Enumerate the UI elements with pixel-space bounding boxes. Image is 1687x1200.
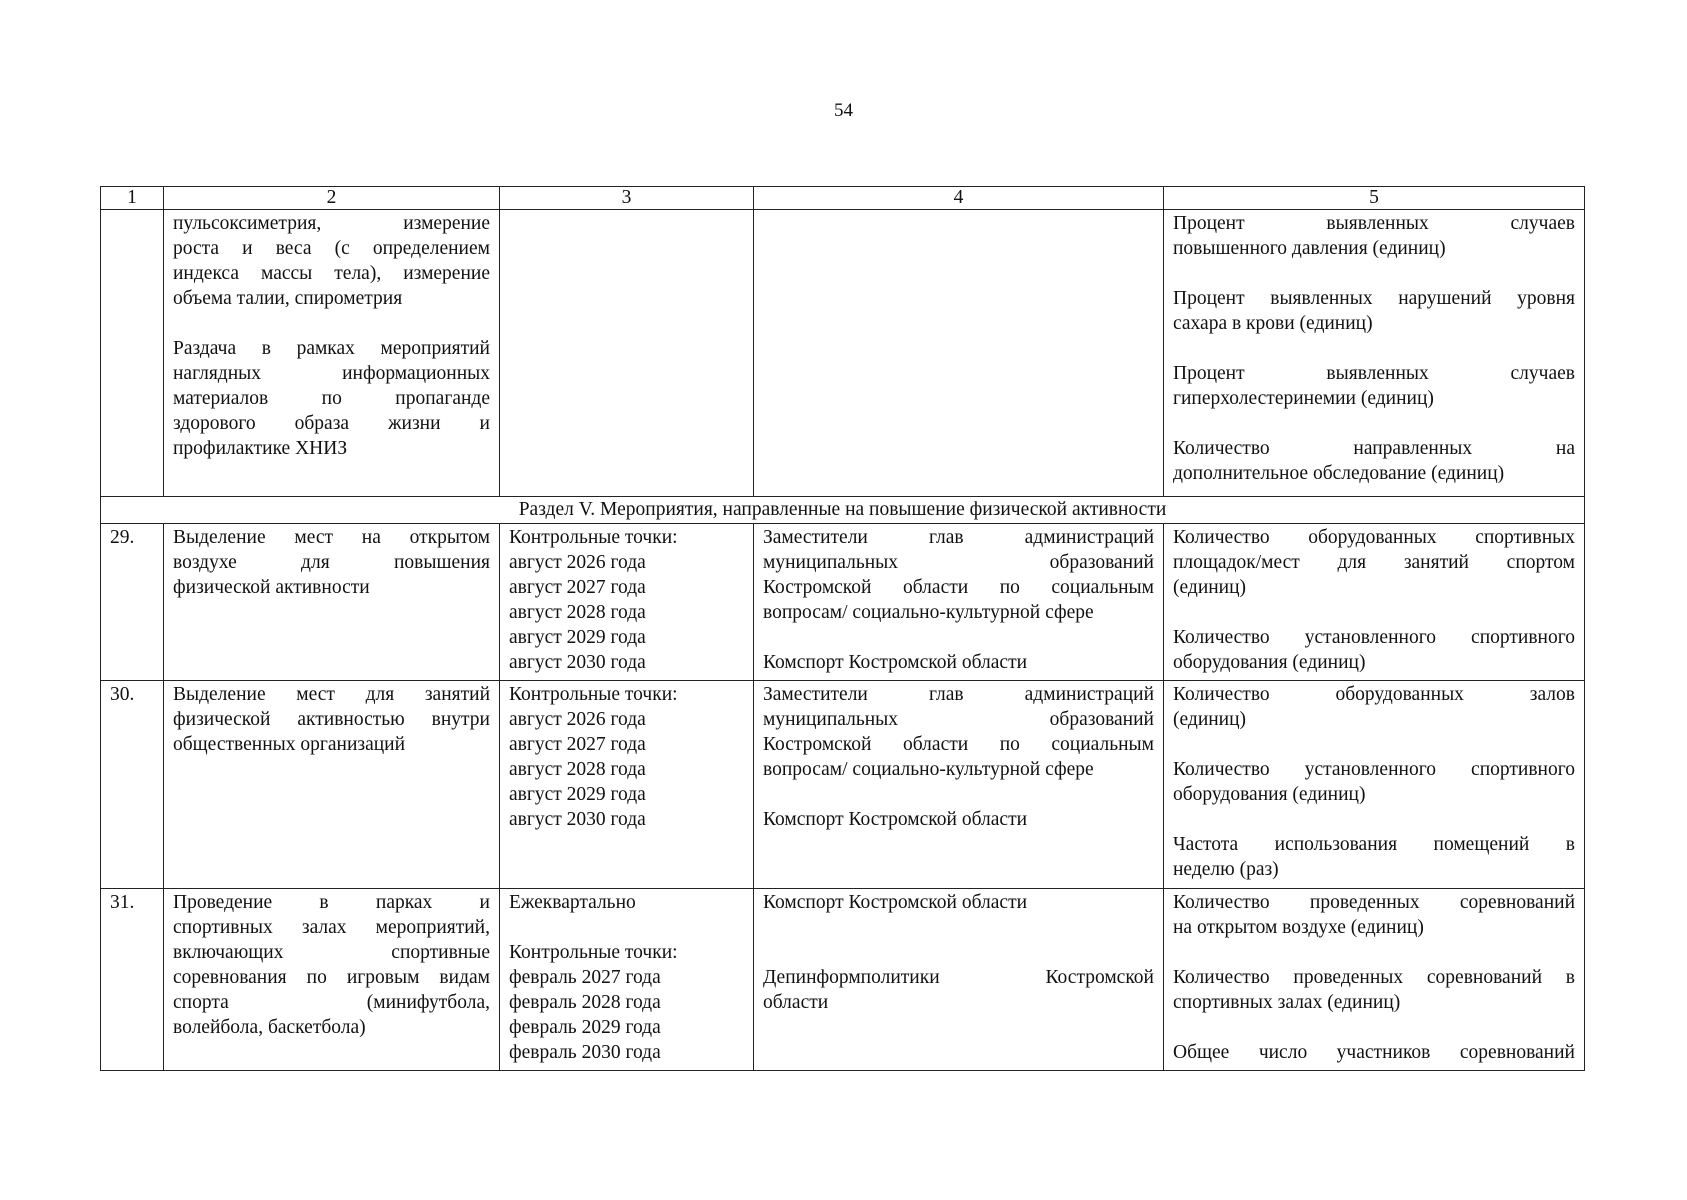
responsible-line: муниципальных образований [763, 552, 1154, 573]
deadline-line: август 2030 года [509, 809, 646, 830]
activities-table [100, 186, 1585, 1071]
responsible-line: Комспорт Костромской области [763, 809, 1028, 830]
responsible-cell [754, 681, 1164, 889]
deadline-line: август 2028 года [509, 602, 646, 623]
deadline-line: февраль 2029 года [509, 1017, 661, 1038]
deadline-cell [500, 889, 754, 1071]
indicator-line: Частота использования помещений в [1173, 834, 1575, 855]
deadline-line: Контрольные точки: [509, 527, 678, 548]
activity-cell [164, 889, 500, 1071]
table-row [101, 681, 1585, 889]
activity-line: общественных организаций [173, 734, 406, 755]
header-col-2: 2 [164, 187, 500, 210]
activity-cell [164, 681, 500, 889]
indicator-cell [1164, 681, 1585, 889]
cont-activity-line: роста и веса (с определением [173, 238, 490, 259]
deadline-line: август 2026 года [509, 552, 646, 573]
responsible-line: вопросам/ социально-культурной сфере [763, 602, 1094, 623]
responsible-line: Депинформполитики Костромской [763, 967, 1154, 988]
deadline-line: февраль 2028 года [509, 992, 661, 1013]
activity-line: включающих спортивные [173, 942, 490, 963]
responsible-line: Заместители глав администраций [763, 684, 1154, 705]
activity-line: Выделение мест на открытом [173, 527, 490, 548]
table-row [101, 524, 1585, 681]
indicator-line: Количество оборудованных залов [1173, 684, 1575, 705]
cont-deadline-cell [500, 210, 754, 497]
cont-num-cell [101, 210, 164, 497]
cont-indicator-cell [1164, 210, 1585, 497]
indicator-line: Количество установленного спортивного [1173, 627, 1575, 648]
cont-activity-line: Раздача в рамках мероприятий [173, 338, 490, 359]
cont-indicator-line: дополнительное обследование (единиц) [1173, 463, 1505, 484]
indicator-cell [1164, 524, 1585, 681]
cont-indicator-line: сахара в крови (единиц) [1173, 313, 1373, 334]
indicator-line: Количество проведенных соревнований [1173, 892, 1575, 913]
indicator-line: Количество установленного спортивного [1173, 759, 1575, 780]
responsible-line: области [763, 992, 829, 1013]
cont-activity-line: объема талии, спирометрия [173, 288, 403, 309]
indicator-cell [1164, 889, 1585, 1071]
activity-line: воздухе для повышения [173, 552, 490, 573]
deadline-line: Контрольные точки: [509, 942, 678, 963]
section-row [101, 497, 1585, 524]
cont-indicator-line: повышенного давления (единиц) [1173, 238, 1446, 259]
cont-activity-line: наглядных информационных [173, 363, 490, 384]
indicator-line: (единиц) [1173, 577, 1247, 598]
cont-activity-line: материалов по пропаганде [173, 388, 490, 409]
cont-indicator-line: Процент выявленных нарушений уровня [1173, 288, 1575, 309]
activity-line: Проведение в парках и [173, 892, 490, 913]
cont-responsible-cell [754, 210, 1164, 497]
deadline-line: август 2027 года [509, 577, 646, 598]
deadline-cell [500, 524, 754, 681]
header-col-4: 4 [754, 187, 1164, 210]
cont-activity-line: индекса массы тела), измерение [173, 263, 490, 284]
indicator-line: Количество проведенных соревнований в [1173, 967, 1575, 988]
deadline-cell [500, 681, 754, 889]
activity-line: спортивных залах мероприятий, [173, 917, 490, 938]
responsible-line: Комспорт Костромской области [763, 892, 1028, 913]
cont-activity-line: здорового образа жизни и [173, 413, 490, 434]
indicator-line: Количество оборудованных спортивных [1173, 527, 1575, 548]
header-col-5: 5 [1164, 187, 1585, 210]
header-col-1: 1 [101, 187, 164, 210]
responsible-line: Комспорт Костромской области [763, 652, 1028, 673]
cont-indicator-line: Процент выявленных случаев [1173, 213, 1575, 234]
header-row [101, 187, 1585, 210]
responsible-line: вопросам/ социально-культурной сфере [763, 759, 1094, 780]
indicator-line: на открытом воздухе (единиц) [1173, 917, 1424, 938]
section-title: Раздел V. Мероприятия, направленные на повышение физической активности [101, 497, 1585, 524]
page-number: 54 [834, 100, 853, 121]
indicator-line: (единиц) [1173, 709, 1247, 730]
cont-indicator-line: гиперхолестеринемии (единиц) [1173, 388, 1434, 409]
continuation-row [101, 210, 1585, 497]
deadline-line: август 2026 года [509, 709, 646, 730]
table-row [101, 889, 1585, 1071]
indicator-line: оборудования (единиц) [1173, 652, 1366, 673]
deadline-line: Ежеквартально [509, 892, 636, 913]
deadline-line: август 2029 года [509, 784, 646, 805]
header-col-3: 3 [500, 187, 754, 210]
cont-indicator-line: Процент выявленных случаев [1173, 363, 1575, 384]
activity-cell [164, 524, 500, 681]
row-number: 31. [101, 889, 164, 1071]
deadline-line: февраль 2030 года [509, 1042, 661, 1063]
responsible-line: муниципальных образований [763, 709, 1154, 730]
activity-line: соревнования по игровым видам [173, 967, 490, 988]
cont-activity-line: пульсоксиметрия, измерение [173, 213, 490, 234]
activity-line: спорта (минифутбола, [173, 992, 490, 1013]
row-number: 29. [101, 524, 164, 681]
indicator-line: Общее число участников соревнований [1173, 1042, 1575, 1063]
deadline-line: август 2029 года [509, 627, 646, 648]
cont-indicator-line: Количество направленных на [1173, 438, 1575, 459]
activity-line: физической активности [173, 577, 370, 598]
deadline-line: август 2028 года [509, 759, 646, 780]
responsible-line: Заместители глав администраций [763, 527, 1154, 548]
deadline-line: август 2027 года [509, 734, 646, 755]
deadline-line: август 2030 года [509, 652, 646, 673]
activity-line: физической активностью внутри [173, 709, 490, 730]
cont-activity-cell [164, 210, 500, 497]
indicator-line: спортивных залах (единиц) [1173, 992, 1401, 1013]
indicator-line: неделю (раз) [1173, 859, 1279, 880]
deadline-line: февраль 2027 года [509, 967, 661, 988]
responsible-line: Костромской области по социальным [763, 577, 1154, 598]
indicator-line: площадок/мест для занятий спортом [1173, 552, 1575, 573]
row-number: 30. [101, 681, 164, 889]
activity-line: Выделение мест для занятий [173, 684, 490, 705]
activity-line: волейбола, баскетбола) [173, 1017, 366, 1038]
cont-activity-line: профилактике ХНИЗ [173, 438, 348, 459]
deadline-line: Контрольные точки: [509, 684, 678, 705]
responsible-line: Костромской области по социальным [763, 734, 1154, 755]
responsible-cell [754, 889, 1164, 1071]
responsible-cell [754, 524, 1164, 681]
indicator-line: оборудования (единиц) [1173, 784, 1366, 805]
